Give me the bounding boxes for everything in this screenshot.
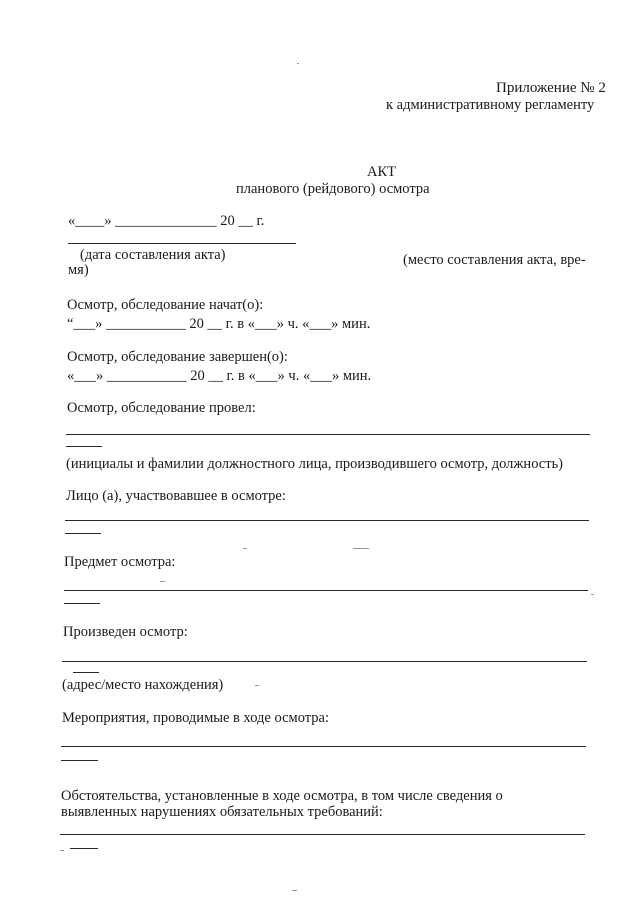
circumstances-rule [60,834,585,835]
subject-rule [64,590,588,591]
circumstances-rule-short [70,848,98,849]
date-caption: (дата составления акта) [80,247,226,263]
circumstances-label: Обстоятельства, установленные в ходе осмотра, в том числе сведения о [61,788,503,804]
measures-rule [61,746,586,747]
finished-datetime-line: «___» ___________ 20 __ г. в «___» ч. «___» мин. [67,368,372,384]
place-rule [68,243,296,244]
date-line: «____» ______________ 20 __ г. [68,213,265,229]
performed-rule [62,661,587,662]
appendix-reference: к административному регламенту [386,97,595,113]
document-title: АКТ [367,164,396,180]
conducted-by-caption: (инициалы и фамилии должностного лица, производившего осмотр, должность) [66,456,564,472]
started-datetime-line: “___» ___________ 20 __ г. в «___» ч. «___» мин. [67,316,371,332]
conducted-by-rule-short [66,446,102,447]
started-label: Осмотр, обследование начат(о): [67,297,264,313]
scan-speck [591,594,594,595]
scan-speck [353,548,369,549]
participant-label: Лицо (а), участвовавшее в осмотре: [66,488,286,504]
document-subtitle: планового (рейдового) осмотра [236,181,430,197]
finished-label: Осмотр, обследование завершен(о): [67,349,288,365]
measures-label: Мероприятия, проводимые в ходе осмотра: [62,710,329,726]
performed-caption: (адрес/место нахождения) [62,677,224,693]
scan-speck [160,581,165,582]
participant-rule-short [65,533,101,534]
scan-speck [297,63,299,64]
performed-label: Произведен осмотр: [63,624,188,640]
subject-rule-short [64,603,100,604]
circumstances-label-continued: выявленных нарушениях обязательных требований: [61,804,383,820]
performed-rule-short [73,672,99,673]
scan-speck [60,850,64,851]
conducted-by-label: Осмотр, обследование провел: [67,400,256,416]
place-caption: (место составления акта, вре- [403,252,586,268]
scan-speck [292,890,297,891]
scan-speck [255,685,259,686]
conducted-by-rule [66,434,590,435]
measures-rule-short [61,760,98,761]
participant-rule [65,520,589,521]
appendix-number: Приложение № 2 [496,80,606,96]
subject-label: Предмет осмотра: [64,554,176,570]
scan-speck [243,548,247,549]
place-caption-continued: мя) [68,262,89,278]
